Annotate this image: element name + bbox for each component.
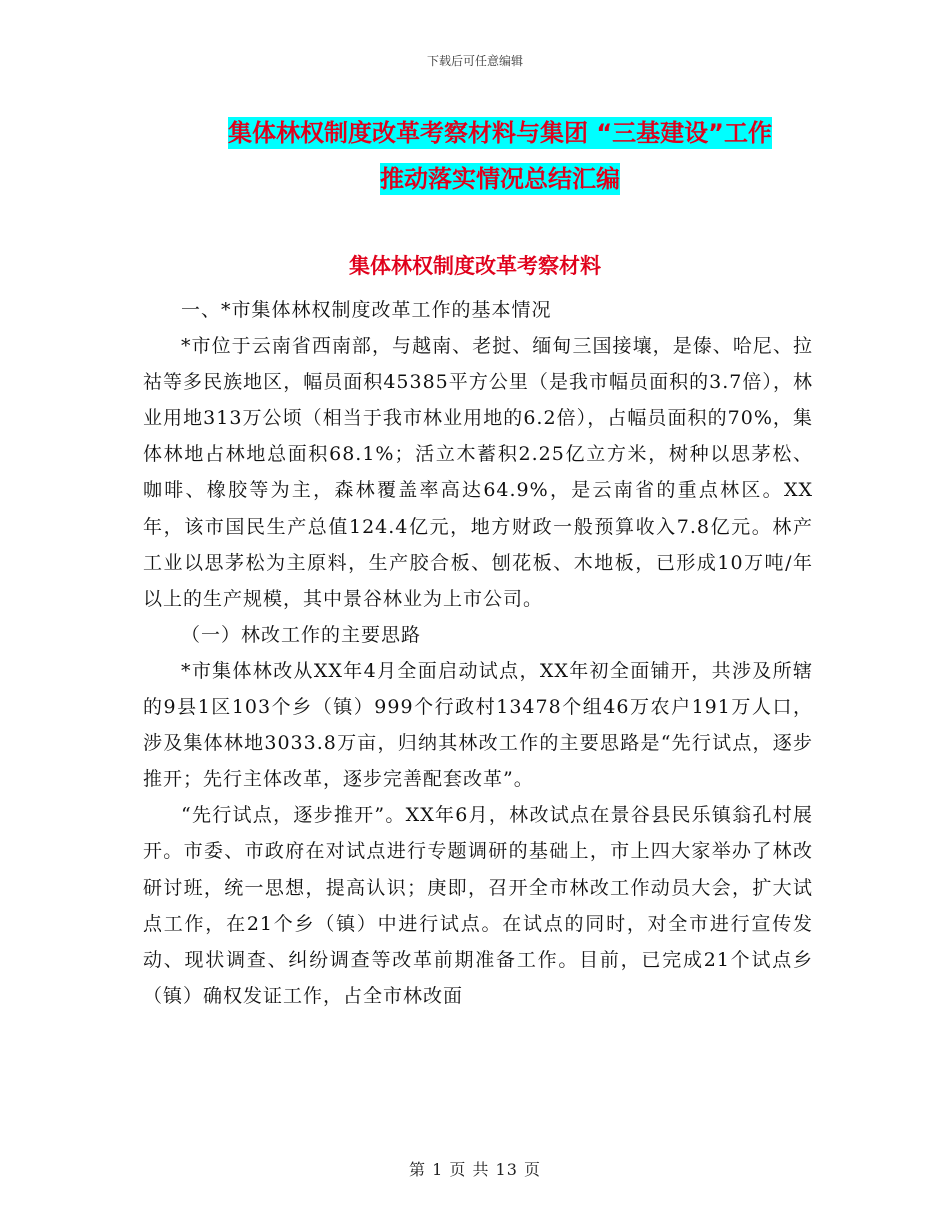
document-title-line-1: 集体林权制度改革考察材料与集团 “三基建设”工作 (228, 119, 772, 147)
paragraph-heading-1: 一、*市集体林权制度改革工作的基本情况 (181, 299, 552, 321)
paragraph: *市集体林改从XX年4月全面启动试点，XX年初全面铺开，共涉及所辖的9县1区103个乡（镇）999个行政村13478个组46万农户191万人口，涉及集体林地3033.8万亩，归纳其林改工作的主要思路是“先行试点，逐步推开；先行主体改革，逐步完善配套改革”。 (143, 659, 813, 791)
paragraph: “先行试点，逐步推开”。XX年6月，林改试点在景谷县民乐镇翁孔村展开。市委、市政府在对试点进行专题调研的基础上，市上四大家举办了林改研讨班，统一思想，提高认识；庚即，召开全市林改工作动员大会，扩大试点工作，在21个乡（镇）中进行试点。在试点的同时，对全市进行宣传发动、现状调查、纠纷调查等改革前期准备工作。目前，已完成21个试点乡（镇）确权发证工作，占全市林改面 (143, 804, 813, 1007)
paragraph-heading-2: （一）林改工作的主要思路 (181, 623, 422, 646)
page-footer: 第 1 页 共 13 页 (409, 1160, 541, 1179)
section-title: 集体林权制度改革考察材料 (349, 254, 601, 278)
document-body (143, 292, 813, 1014)
document-title (110, 110, 890, 202)
header-note: 下载后可任意编辑 (426, 54, 523, 68)
document-title-line-2: 推动落实情况总结汇编 (380, 165, 620, 193)
paragraph: *市位于云南省西南部，与越南、老挝、缅甸三国接壤，是傣、哈尼、拉祜等多民族地区，幅员面积45385平方公里（是我市幅员面积的3.7倍），林业用地313万公顷（相当于我市林业用地的6.2倍），占幅员面积的70%，集体林地占林地总面积68.1%；活立木蓄积2.25亿立方米，树种以思茅松、咖啡、橡胶等为主，森林覆盖率高达64.9%，是云南省的重点林区。XX年，该市国民生产总值124.4亿元，地方财政一般预算收入7.8亿元。林产工业以思茅松为主原料，生产胶合板、刨花板、木地板，已形成10万吨/年以上的生产规模，其中景谷林业为上市公司。 (143, 335, 813, 610)
